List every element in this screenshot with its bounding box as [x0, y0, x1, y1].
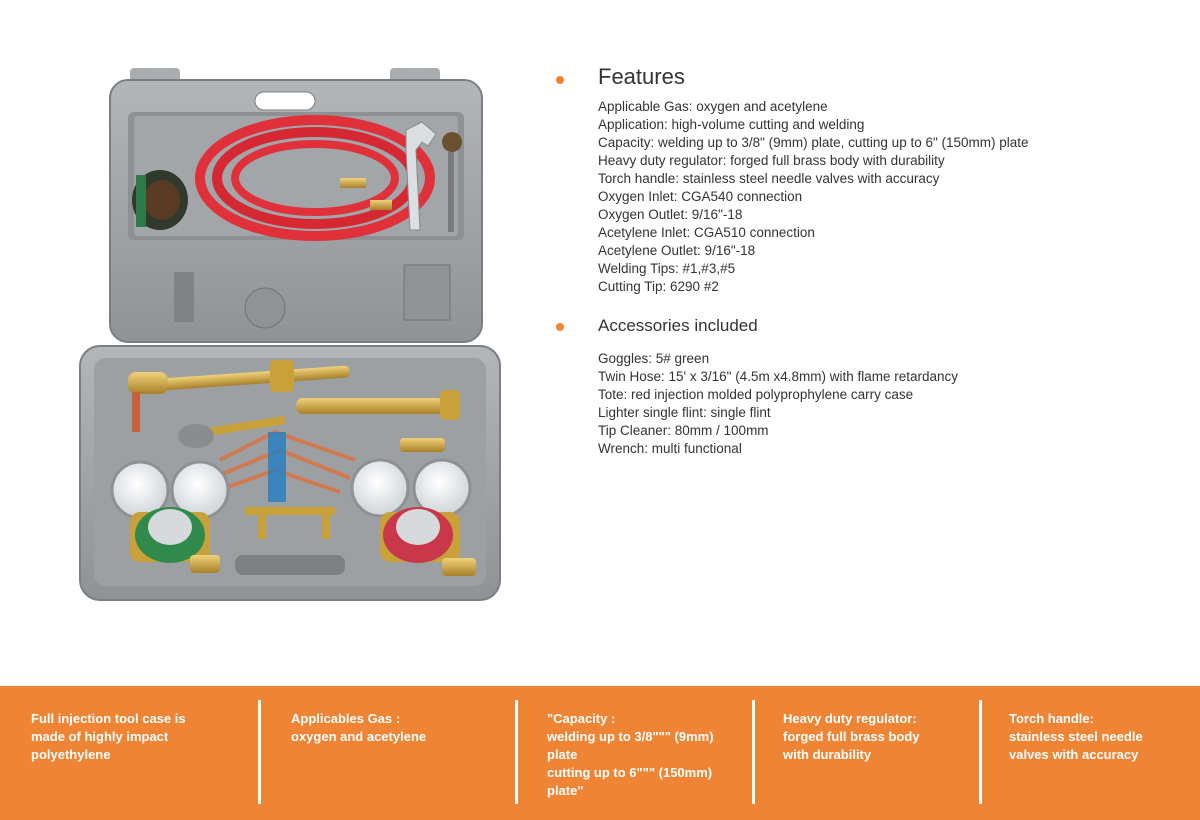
accessory-item: Twin Hose: 15' x 3/16" (4.5m x4.8mm) with flame retardancy	[598, 369, 959, 384]
highlight-capacity: "Capacity : welding up to 3/8""" (9mm) plate cutting up to 6""" (150mm) plate"	[547, 711, 714, 798]
accessories-list	[598, 350, 958, 458]
highlight-case: Full injection tool case is made of highly impact polyethylene	[31, 711, 186, 762]
accessory-item: Tip Cleaner: 80mm / 100mm	[598, 423, 769, 438]
feature-item: Acetylene Outlet: 9/16"-18	[598, 243, 756, 258]
divider	[752, 700, 755, 804]
features-list	[598, 98, 1029, 296]
accessory-item: Tote: red injection molded polyprophylene carry case	[598, 387, 914, 402]
feature-item: Cutting Tip: 6290 #2	[598, 279, 719, 294]
case-base	[80, 346, 500, 600]
accessories-title: Accessories included	[598, 316, 758, 335]
highlight-torch: Torch handle: stainless steel needle valves with accuracy	[1009, 711, 1143, 762]
feature-item: Applicable Gas: oxygen and acetylene	[598, 99, 828, 114]
bullet-icon	[556, 323, 564, 331]
features-title: Features	[598, 64, 685, 89]
divider	[515, 700, 518, 804]
feature-item: Acetylene Inlet: CGA510 connection	[598, 225, 815, 240]
product-image	[70, 60, 510, 605]
accessory-item: Goggles: 5# green	[598, 351, 710, 366]
divider	[258, 700, 261, 804]
feature-item: Capacity: welding up to 3/8" (9mm) plate, cutting up to 6" (150mm) plate	[598, 135, 1029, 150]
feature-item: Welding Tips: #1,#3,#5	[598, 261, 736, 276]
feature-item: Application: high-volume cutting and welding	[598, 117, 865, 132]
case-lid	[110, 68, 482, 342]
highlights-banner	[0, 686, 1200, 820]
divider	[979, 700, 982, 804]
feature-item: Heavy duty regulator: forged full brass body with durability	[598, 153, 945, 168]
highlight-regulator: Heavy duty regulator: forged full brass body with durability	[783, 711, 920, 762]
feature-item: Torch handle: stainless steel needle valves with accuracy	[598, 171, 940, 186]
feature-item: Oxygen Inlet: CGA540 connection	[598, 189, 803, 204]
highlight-gas: Applicables Gas : oxygen and acetylene	[291, 711, 427, 744]
bullet-icon	[556, 76, 564, 84]
accessory-item: Wrench: multi functional	[598, 441, 742, 456]
feature-item: Oxygen Outlet: 9/16"-18	[598, 207, 743, 222]
accessory-item: Lighter single flint: single flint	[598, 405, 771, 420]
